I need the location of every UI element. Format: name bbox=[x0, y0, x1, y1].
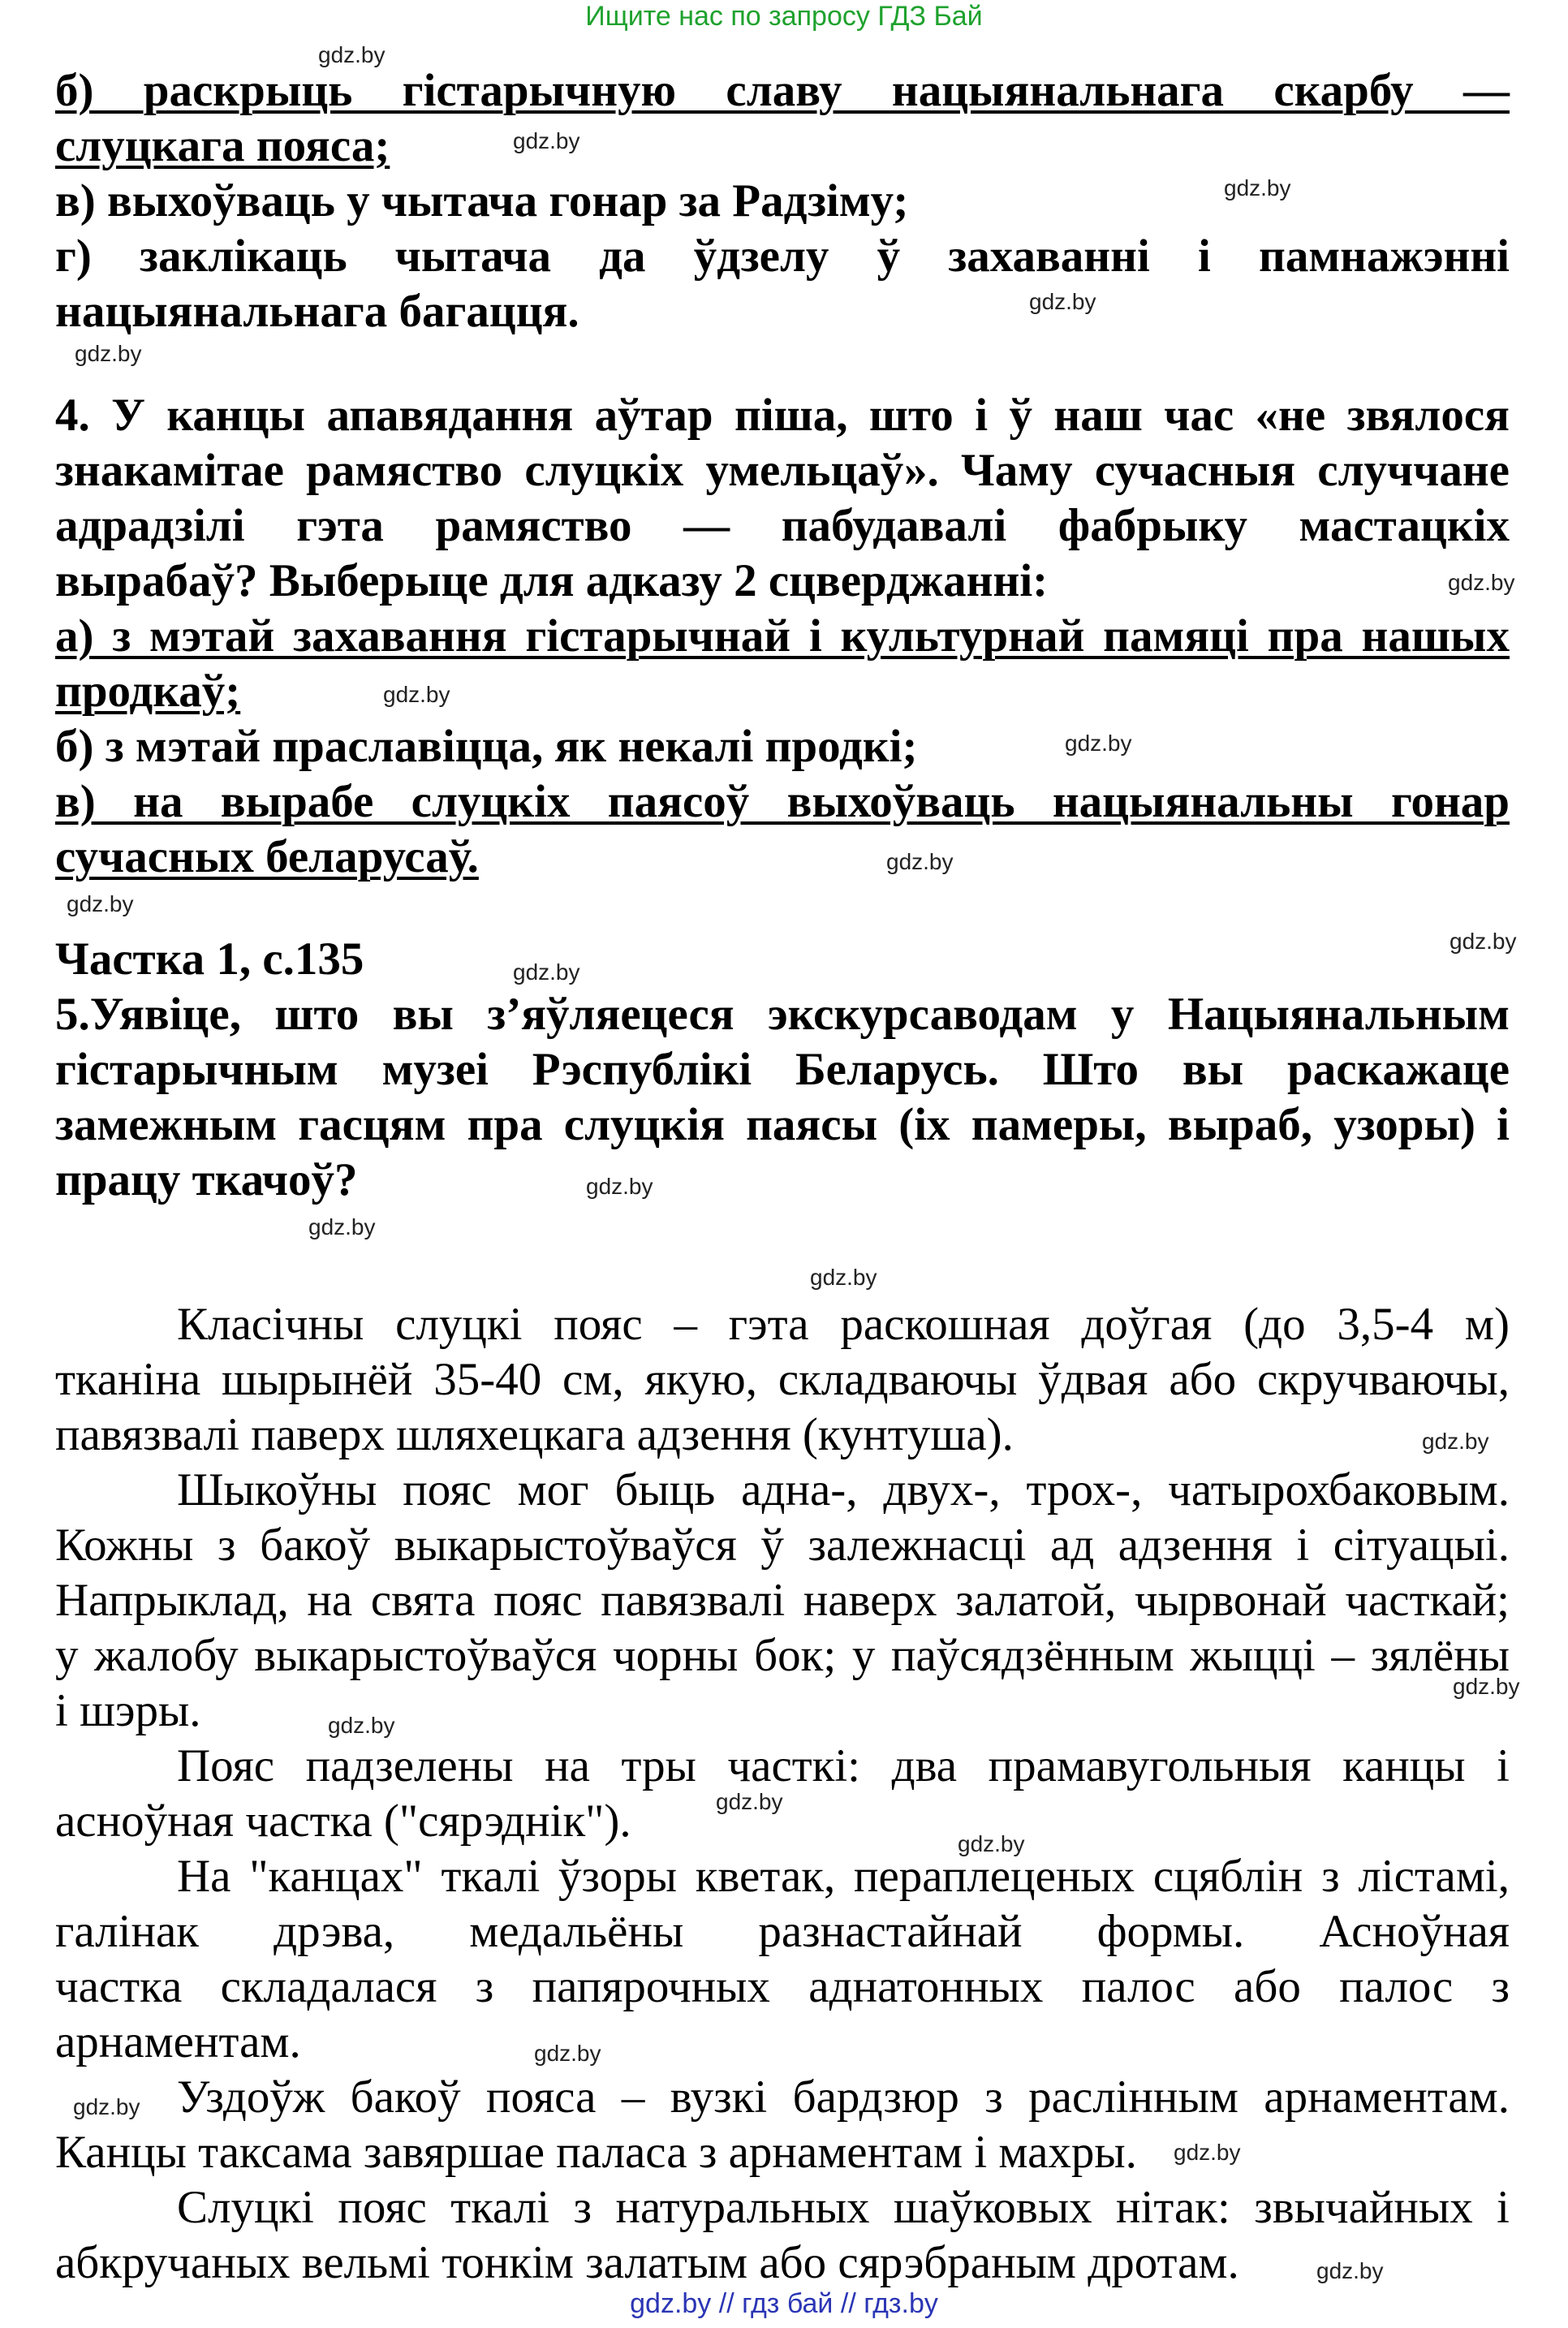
top-banner: Ищите нас по запросу ГДЗ Бай bbox=[585, 1, 983, 32]
answer-5-p5-line1: Уздоўж бакоў пояса – вузкі бардзюр з раслінным арнаментам. bbox=[177, 2071, 1510, 2123]
watermark: gdz.by bbox=[513, 128, 580, 153]
watermark: gdz.by bbox=[328, 1713, 395, 1738]
watermark: gdz.by bbox=[1065, 731, 1132, 756]
answer-5-p4-line3: частка складалася з папярочных аднатонных палос або палос з bbox=[55, 1961, 1510, 2012]
watermark: gdz.by bbox=[1422, 1429, 1489, 1454]
answer-3b-line1: б) раскрыць гістарычную славу нацыянальнага скарбу — bbox=[55, 65, 1510, 116]
watermark: gdz.by bbox=[383, 682, 450, 707]
answer-5-p4-line2: галінак дрэва, медальёны разнастайнай формы. Асноўная bbox=[55, 1906, 1510, 1957]
question-4-line1: 4. У канцы апавядання аўтар піша, што і ў наш час «не звялося bbox=[55, 390, 1510, 441]
answer-5-p3-line2: асноўная частка ("сярэднік"). bbox=[55, 1796, 631, 1847]
watermark: gdz.by bbox=[73, 2094, 140, 2119]
answer-5-p2-line5: і шэры. bbox=[55, 1685, 201, 1736]
watermark: gdz.by bbox=[1453, 1674, 1520, 1699]
watermark: gdz.by bbox=[308, 1214, 376, 1239]
question-5-line3: замежным гасцям пра слуцкія паясы (іх памеры, выраб, узоры) і bbox=[55, 1099, 1510, 1150]
answer-3g-line2: нацыянальнага багацця. bbox=[55, 286, 579, 337]
question-5-line4: працу ткачоў? bbox=[55, 1154, 358, 1205]
watermark: gdz.by bbox=[1029, 289, 1096, 314]
bottom-banner: gdz.by // гдз бай // гдз.by bbox=[630, 2288, 938, 2319]
question-5-line2: гістарычным музеі Рэспублікі Беларусь. Што вы раскажаце bbox=[55, 1044, 1510, 1095]
watermark: gdz.by bbox=[75, 341, 142, 366]
answer-3v: в) выхоўваць у чытача гонар за Радзіму; bbox=[55, 175, 909, 226]
watermark: gdz.by bbox=[1448, 570, 1515, 595]
answer-5-p4-line1: На "канцах" ткалі ўзоры кветак, пераплеценых сцяблін з лістамі, bbox=[177, 1851, 1510, 1902]
question-5-line1: 5.Уявіце, што вы з’яўляецеся экскурсаводам у Нацыянальным bbox=[55, 989, 1510, 1040]
watermark: gdz.by bbox=[1316, 2258, 1384, 2283]
watermark: gdz.by bbox=[1174, 2140, 1241, 2165]
answer-5-p2-line4: у жалобу выкарыстоўваўся чорны бок; у паўсядзённым жыцці – зялёны bbox=[55, 1630, 1510, 1681]
answer-5-p5-line2: Канцы таксама завяршае паласа з арнаментам і махры. bbox=[55, 2127, 1137, 2178]
watermark: gdz.by bbox=[67, 891, 134, 916]
answer-5-p4-line4: арнаментам. bbox=[55, 2016, 301, 2067]
answer-3b-line2: слуцкага пояса; bbox=[55, 120, 390, 171]
section-title: Частка 1, с.135 bbox=[55, 933, 364, 985]
answer-4a-line1: а) з мэтай захавання гістарычнай і культурнай памяці пра нашых bbox=[55, 610, 1510, 662]
answer-3g-line1: г) заклікаць чытача да ўдзелу ў захаванні і памнажэнні bbox=[55, 231, 1510, 282]
watermark: gdz.by bbox=[513, 959, 580, 985]
answer-5-p3-line1: Пояс падзелены на тры часткі: два прамавугольныя канцы і bbox=[177, 1740, 1510, 1791]
watermark: gdz.by bbox=[716, 1789, 783, 1814]
answer-5-p1-line3: павязвалі паверх шляхецкага адзення (кунтуша). bbox=[55, 1409, 1014, 1460]
answer-5-p2-line3: Напрыклад, на свята пояс павязвалі наверх залатой, чырвонай часткай; bbox=[55, 1575, 1510, 1626]
watermark: gdz.by bbox=[586, 1174, 653, 1199]
watermark: gdz.by bbox=[318, 42, 386, 67]
answer-5-p6-line2: абкручаных вельмі тонкім залатым або сярэбраным дротам. bbox=[55, 2237, 1239, 2288]
watermark: gdz.by bbox=[958, 1831, 1025, 1856]
watermark: gdz.by bbox=[886, 849, 954, 874]
answer-4v-line2: сучасных беларусаў. bbox=[55, 831, 479, 882]
question-4-line2: знакамітае рамяство слуцкіх умельцаў». Чаму сучасныя случчане bbox=[55, 445, 1510, 496]
answer-4v-line1: в) на вырабе слуцкіх паясоў выхоўваць нацыянальны гонар bbox=[55, 776, 1510, 827]
answer-5-p2-line1: Шыкоўны пояс мог быць адна-, двух-, трох-, чатырохбаковым. bbox=[177, 1464, 1510, 1515]
answer-5-p1-line2: тканіна шырынёй 35-40 см, якую, складваючы ўдвая або скручваючы, bbox=[55, 1354, 1510, 1405]
watermark: gdz.by bbox=[1450, 929, 1517, 954]
watermark: gdz.by bbox=[810, 1265, 877, 1290]
watermark: gdz.by bbox=[534, 2041, 601, 2066]
answer-5-p2-line2: Кожны з бакоў выкарыстоўваўся ў залежнасці ад адзення і сітуацыі. bbox=[55, 1520, 1510, 1571]
answer-4a-line2: продкаў; bbox=[55, 666, 241, 717]
question-4-line3: адрадзілі гэта рамяство — пабудавалі фабрыку мастацкіх bbox=[55, 500, 1510, 551]
watermark: gdz.by bbox=[1224, 175, 1291, 200]
answer-5-p6-line1: Слуцкі пояс ткалі з натуральных шаўковых нітак: звычайных і bbox=[177, 2182, 1510, 2233]
answer-4b: б) з мэтай праславіцца, як некалі продкі; bbox=[55, 721, 918, 772]
answer-5-p1-line1: Класічны слуцкі пояс – гэта раскошная доўгая (до 3,5-4 м) bbox=[177, 1299, 1510, 1350]
question-4-line4: вырабаў? Выберыце для адказу 2 сцверджанні: bbox=[55, 555, 1049, 606]
